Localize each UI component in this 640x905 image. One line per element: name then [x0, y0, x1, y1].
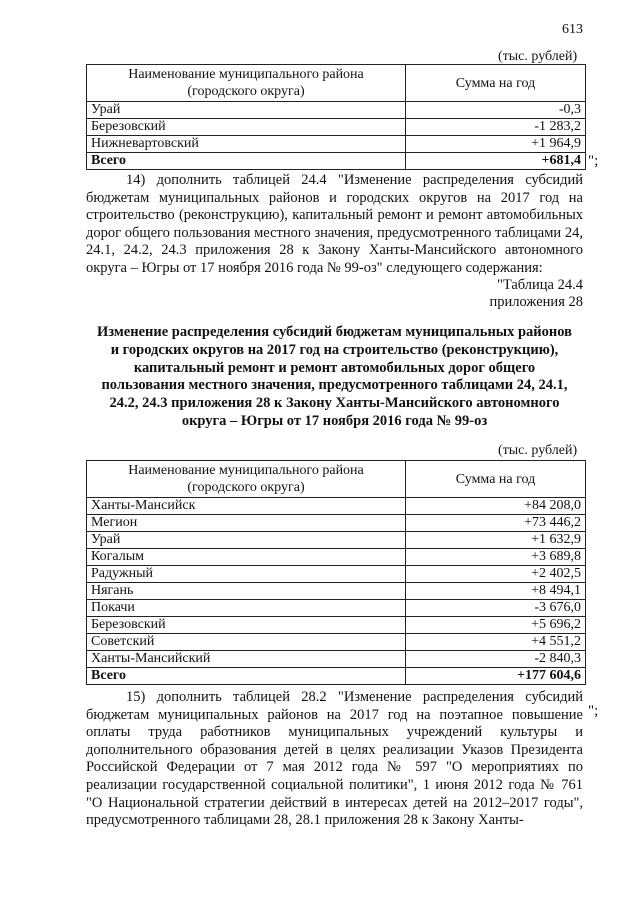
- district-name: Когалым: [87, 549, 406, 566]
- paragraph-15: 15) дополнить таблицей 28.2 "Изменение распределения субсидий бюджетам муниципальных районов на 2017 год на поэтапное повышение оплаты труда работников муниципальных учреждений культуры и дополнительного образования детей в целях реализации Указов Президента Российской Федерации от 7 мая 2012 года № 597 "О мероприятиях по реализации государственной социальной политики", 1 июня 2012 года № 761 "О Национальной стратегии действий в интересах детей на 2012–2017 годы", предусмотренного таблицами 28, 28.1 приложения 28 к Закону Ханты-: [86, 689, 583, 829]
- district-name: Березовский: [87, 617, 406, 634]
- table-header-row: [87, 65, 586, 102]
- subsidy-table-1: [86, 64, 586, 170]
- total-label: Всего: [87, 153, 406, 170]
- table-heading-line: капитальный ремонт и ремонт автомобильных дорог общего: [133, 360, 536, 376]
- district-name: Березовский: [87, 119, 406, 136]
- table-row: [87, 600, 586, 617]
- header-name-cell: [87, 461, 406, 498]
- table1-closing-quote: ";: [588, 153, 599, 169]
- units-label-table1: (тыс. рублей): [498, 49, 578, 64]
- header-name-line2: (городского округа): [187, 480, 305, 495]
- table-row: [87, 515, 586, 532]
- paragraph-14: 14) дополнить таблицей 24.4 "Изменение распределения субсидий бюджетам муниципальных районов и городских округов на 2017 год на строительство (реконструкцию), капитальный ремонт и ремонт автомобильных дорог общего пользования местного значения, предусмотренного таблицами 24, 24.1, 24.2, 24.3 приложения 28 к Закону Ханты-Мансийского автономного округа – Югры от 17 ноября 2016 года № 99-оз" следующего содержания:: [86, 172, 583, 276]
- district-name: Советский: [87, 634, 406, 651]
- total-label: Всего: [87, 668, 406, 685]
- table-heading-line: Изменение распределения субсидий бюджетам муниципальных районов: [97, 324, 572, 340]
- district-amount: +3 689,8: [406, 549, 586, 566]
- table-heading-line: пользования местного значения, предусмотренного таблицами 24, 24.1,: [101, 377, 568, 393]
- header-name-cell: [87, 65, 406, 102]
- table-heading-line: и городских округов на 2017 год на строительство (реконструкцию),: [110, 342, 559, 358]
- district-name: Ханты-Мансийск: [87, 498, 406, 515]
- table-heading-line: 24.2, 24.3 приложения 28 к Закону Ханты-Мансийского автономного: [109, 395, 560, 411]
- header-amount-cell: Сумма на год: [406, 65, 586, 102]
- header-amount-cell: Сумма на год: [406, 461, 586, 498]
- district-amount: +84 208,0: [406, 498, 586, 515]
- district-name: Мегион: [87, 515, 406, 532]
- table-row: [87, 119, 586, 136]
- total-amount: +177 604,6: [406, 668, 586, 685]
- header-name-line2: (городского округа): [187, 84, 305, 99]
- header-name-line1: Наименование муниципального района: [128, 67, 364, 82]
- table-row: [87, 634, 586, 651]
- district-amount: -2 840,3: [406, 651, 586, 668]
- district-amount: +8 494,1: [406, 583, 586, 600]
- district-name: Нижневартовский: [87, 136, 406, 153]
- table-row: [87, 136, 586, 153]
- table-ref-line1: "Таблица 24.4: [496, 277, 583, 293]
- page-number: 613: [562, 22, 583, 37]
- district-name: Радужный: [87, 566, 406, 583]
- district-amount: -1 283,2: [406, 119, 586, 136]
- table-row: [87, 532, 586, 549]
- table-row: [87, 549, 586, 566]
- table-row: [87, 102, 586, 119]
- table2-closing-quote: ";: [588, 703, 599, 719]
- header-name-line1: Наименование муниципального района: [128, 463, 364, 478]
- district-name: Ханты-Мансийский: [87, 651, 406, 668]
- district-amount: +4 551,2: [406, 634, 586, 651]
- table-row: [87, 651, 586, 668]
- district-amount: -0,3: [406, 102, 586, 119]
- district-name: Урай: [87, 532, 406, 549]
- district-amount: -3 676,0: [406, 600, 586, 617]
- table-ref-line2: приложения 28: [489, 294, 583, 310]
- district-name: Покачи: [87, 600, 406, 617]
- units-label-table2: (тыс. рублей): [498, 443, 578, 458]
- total-row: [87, 153, 586, 170]
- total-row: [87, 668, 586, 685]
- district-amount: +73 446,2: [406, 515, 586, 532]
- district-name: Нягань: [87, 583, 406, 600]
- table-header-row: [87, 461, 586, 498]
- total-amount: +681,4: [406, 153, 586, 170]
- subsidy-table-2: [86, 460, 586, 685]
- district-amount: +1 964,9: [406, 136, 586, 153]
- table-row: [87, 498, 586, 515]
- table-row: [87, 583, 586, 600]
- district-amount: +2 402,5: [406, 566, 586, 583]
- table-row: [87, 566, 586, 583]
- district-amount: +5 696,2: [406, 617, 586, 634]
- district-amount: +1 632,9: [406, 532, 586, 549]
- table-row: [87, 617, 586, 634]
- table-heading-line: округа – Югры от 17 ноября 2016 года № 99-оз: [181, 413, 488, 429]
- district-name: Урай: [87, 102, 406, 119]
